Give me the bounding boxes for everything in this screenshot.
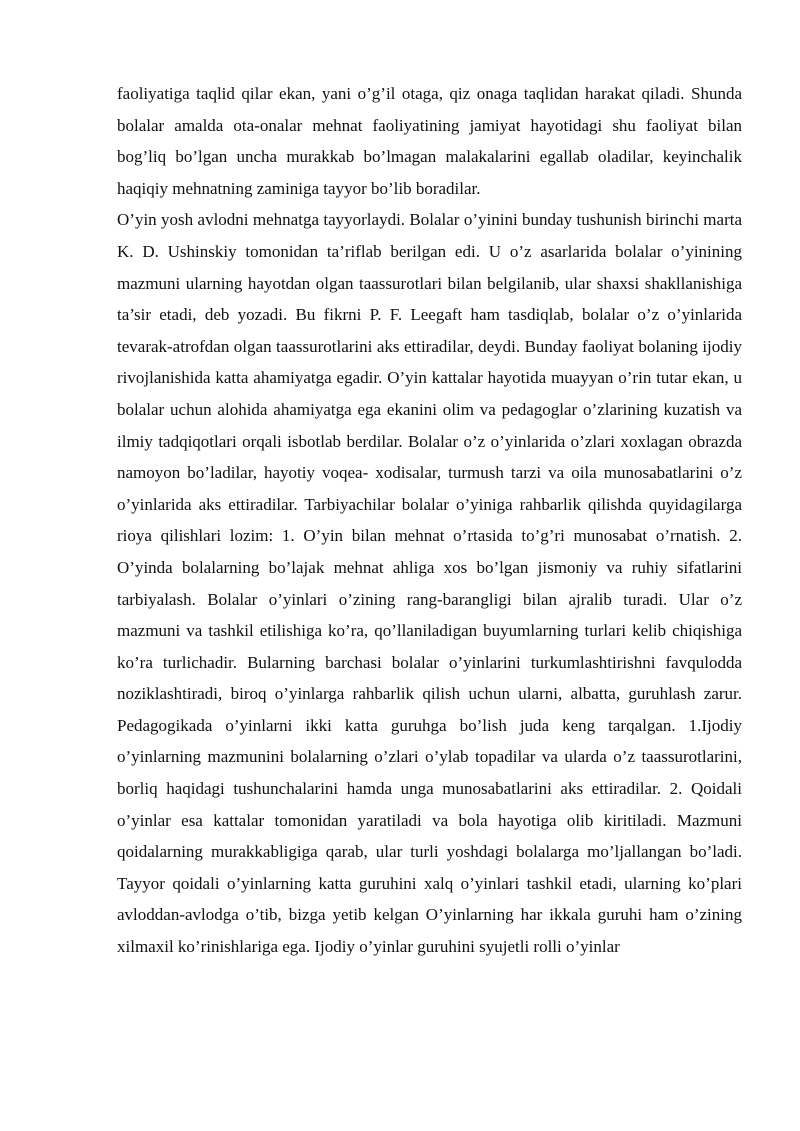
document-page bbox=[117, 78, 742, 963]
paragraph-continuation: faoliyatiga taqlid qilar ekan, yani o’g’il otaga, qiz onaga taqlidan harakat qiladi. Shunda bolalar amalda ota-onalar mehnat faoliyatining jamiyat hayotidagi shu faoliyat bilan bog’liq bo’lgan uncha murakkab bo’lmagan malakalarini egallab oladilar, keyinchalik haqiqiy mehnatning zaminiga tayyor bo’lib boradilar. bbox=[117, 84, 742, 198]
paragraph-play-and-labor: O’yin yosh avlodni mehnatga tayyorlaydi. Bolalar o’yinini bunday tushunish birinchi marta K. D. Ushinskiy tomonidan ta’riflab berilgan edi. U o’z asarlarida bolalar o’yinining mazmuni ularning hayotdan olgan taassurotlari bilan belgilanib, ular shaxsi shakllanishiga ta’sir etadi, deb yozadi. Bu fikrni P. F. Leegaft ham tasdiqlab, bolalar o’z o’yinlarida tevarak-atrofdan olgan taassurotlarini aks ettiradilar, deydi. Bunday faoliyat bolaning ijodiy rivojlanishida katta ahamiyatga egadir. O’yin kattalar hayotida muayyan o’rin tutar ekan, u bolalar uchun alohida ahamiyatga ega ekanini olim va pedagoglar o’zlarining kuzatish va ilmiy tadqiqotlari orqali isbotlab berdilar. Bolalar o’z o’yinlarida o’zlari xoxlagan obrazda namoyon bo’ladilar, hayotiy voqea- xodisalar, turmush tarzi va oila munosabatlarini o’z o’yinlarida aks ettiradilar. Tarbiyachilar bolalar o’yiniga rahbarlik qilishda quyidagilarga rioya qilishlari lozim: 1. O’yin bilan mehnat o’rtasida to’g’ri munosabat o’rnatish. 2. O’yinda bolalarning bo’lajak mehnat ahliga xos bo’lgan jismoniy va ruhiy sifatlarini tarbiyalash. Bolalar o’yinlari o’zining rang-barangligi bilan ajralib turadi. Ular o’z mazmuni va tashkil etilishiga ko’ra, qo’llaniladigan buyumlarning turlari kelib chiqishiga ko’ra turlichadir. Bularning barchasi bolalar o’yinlarini turkumlashtirishni favqulodda noziklashtiradi, biroq o’yinlarga rahbarlik qilish uchun ularni, albatta, guruhlash zarur. Pedagogikada o’yinlarni ikki katta guruhga bo’lish juda keng tarqalgan. 1.Ijodiy o’yinlarning mazmunini bolalarning o’zlari o’ylab topadilar va ularda o’z taassurotlarini, borliq haqidagi tushunchalarini hamda unga munosabatlarini aks ettiradilar. 2. Qoidali o’yinlar esa kattalar tomonidan yaratiladi va bola hayotiga olib kiritiladi. Mazmuni qoidalarning murakkabligiga qarab, ular turli yoshdagi bolalarga mo’ljallangan bo’ladi. Tayyor qoidali o’yinlarning katta guruhini xalq o’yinlari tashkil etadi, ularning ko’plari avloddan-avlodga o’tib, bizga yetib kelgan O’yinlarning har ikkala guruhi ham o’zining xilmaxil ko’rinishlariga ega. Ijodiy o’yinlar guruhini syujetli rolli o’yinlar bbox=[117, 210, 742, 957]
